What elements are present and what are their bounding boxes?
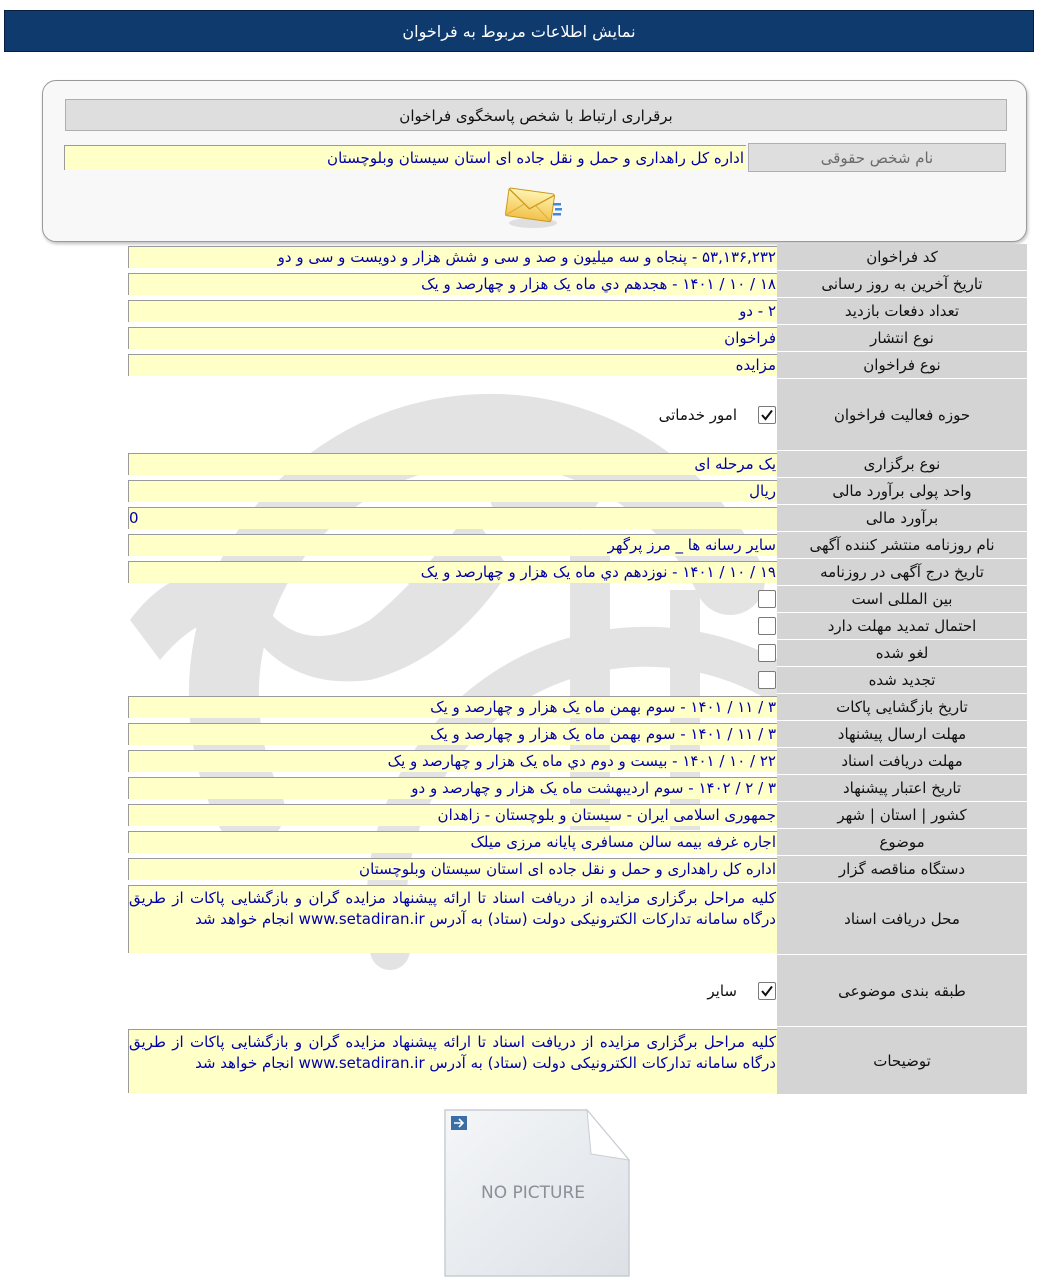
row-ad-date bbox=[128, 559, 1027, 586]
newspaper-label: نام روزنامه منتشر کننده آگهی bbox=[777, 532, 1027, 559]
row-international bbox=[128, 586, 1027, 613]
holding-type-value: یک مرحله ای bbox=[128, 453, 777, 475]
renewed-label: تجدید شده bbox=[777, 667, 1027, 694]
organizer-value: اداره کل راهداری و حمل و نقل جاده ای استان سیستان وبلوچستان bbox=[128, 858, 777, 880]
activity-label: حوزه فعالیت فراخوان bbox=[777, 379, 1027, 451]
doc-deadline-label: مهلت دریافت اسناد bbox=[777, 748, 1027, 775]
subject-value: اجاره غرفه بیمه سالن مسافری پایانه مرزی میلک bbox=[128, 831, 777, 853]
row-doc-deadline bbox=[128, 748, 1027, 775]
row-last-update bbox=[128, 271, 1027, 298]
activity-checkbox[interactable] bbox=[758, 406, 776, 424]
code-label: کد فراخوان bbox=[777, 244, 1027, 271]
doc-place-value: کلیه مراحل برگزاری مزایده از دریافت اسناد تا ارائه پیشنهاد مزایده گران و بازگشایی پاکات از طریق درگاه سامانه تدارکات الکترونیکی دولت (ستاد) به آدرس www.setadiran.ir انجام خواهد شد bbox=[128, 885, 777, 953]
call-type-value: مزایده bbox=[128, 354, 777, 376]
row-description bbox=[128, 1027, 1027, 1095]
publish-type-label: نوع انتشار bbox=[777, 325, 1027, 352]
location-value: جمهوری اسلامی ایران - سیستان و بلوچستان - زاهدان bbox=[128, 804, 777, 826]
currency-label: واحد پولی برآورد مالی bbox=[777, 478, 1027, 505]
activity-option: امور خدماتی bbox=[658, 406, 737, 424]
last-update-label: تاریخ آخرین به روز رسانی bbox=[777, 271, 1027, 298]
category-checkbox[interactable] bbox=[758, 982, 776, 1000]
description-value: کلیه مراحل برگزاری مزایده از دریافت اسناد تا ارائه پیشنهاد مزایده گران و بازگشایی پاکات از طریق درگاه سامانه تدارکات الکترونیکی دولت (ستاد) به آدرس www.setadiran.ir انجام خواهد شد bbox=[128, 1029, 777, 1093]
holding-type-label: نوع برگزاری bbox=[777, 451, 1027, 478]
row-estimate bbox=[128, 505, 1027, 532]
row-category bbox=[128, 955, 1027, 1027]
row-submit-deadline bbox=[128, 721, 1027, 748]
organizer-label: دستگاه مناقصه گزار bbox=[777, 856, 1027, 883]
subject-label: موضوع bbox=[777, 829, 1027, 856]
publish-type-value: فراخوان bbox=[128, 327, 777, 349]
row-holding-type bbox=[128, 451, 1027, 478]
cancelled-label: لغو شده bbox=[777, 640, 1027, 667]
row-visits bbox=[128, 298, 1027, 325]
row-doc-place bbox=[128, 883, 1027, 955]
location-label: کشور | استان | شهر bbox=[777, 802, 1027, 829]
submit-deadline-label: مهلت ارسال پیشنهاد bbox=[777, 721, 1027, 748]
ad-date-value: ۱۹ / ۱۰ / ۱۴۰۱ - نوزدهم دي ماه یک هزار و چهارصد و یک bbox=[128, 561, 777, 583]
renewed-checkbox[interactable] bbox=[758, 671, 776, 689]
legal-person-label: نام شخص حقوقی bbox=[748, 143, 1006, 172]
row-call-type bbox=[128, 352, 1027, 379]
category-option: سایر bbox=[707, 982, 737, 1000]
row-activity bbox=[128, 379, 1027, 451]
visits-value: ۲ - دو bbox=[128, 300, 777, 322]
row-code bbox=[128, 244, 1027, 271]
no-picture-image bbox=[441, 1108, 631, 1280]
contact-panel bbox=[42, 80, 1027, 242]
doc-place-label: محل دریافت اسناد bbox=[777, 883, 1027, 955]
row-organizer bbox=[128, 856, 1027, 883]
extension-label: احتمال تمدید مهلت دارد bbox=[777, 613, 1027, 640]
opening-date-label: تاریخ بازگشایی پاکات bbox=[777, 694, 1027, 721]
validity-date-label: تاریخ اعتبار پیشنهاد bbox=[777, 775, 1027, 802]
description-label: توضیحات bbox=[777, 1027, 1027, 1095]
last-update-value: ۱۸ / ۱۰ / ۱۴۰۱ - هجدهم دي ماه یک هزار و چهارصد و یک bbox=[128, 273, 777, 295]
currency-value: ریال bbox=[128, 480, 777, 502]
row-publish-type bbox=[128, 325, 1027, 352]
call-type-label: نوع فراخوان bbox=[777, 352, 1027, 379]
row-location bbox=[128, 802, 1027, 829]
legal-person-value: اداره کل راهداری و حمل و نقل جاده ای استان سیستان وبلوچستان bbox=[64, 145, 746, 170]
row-subject bbox=[128, 829, 1027, 856]
row-newspaper bbox=[128, 532, 1027, 559]
no-picture-text: NO PICTURE bbox=[480, 1183, 586, 1203]
submit-deadline-value: ۳ / ۱۱ / ۱۴۰۱ - سوم بهمن ماه یک هزار و چهارصد و یک bbox=[128, 723, 777, 745]
international-label: بین المللی است bbox=[777, 586, 1027, 613]
envelope-icon[interactable] bbox=[503, 183, 565, 231]
doc-deadline-value: ۲۲ / ۱۰ / ۱۴۰۱ - بیست و دوم دي ماه یک هزار و چهارصد و یک bbox=[128, 750, 777, 772]
row-renewed bbox=[128, 667, 1027, 694]
ad-date-label: تاریخ درج آگهی در روزنامه bbox=[777, 559, 1027, 586]
estimate-value: 0 bbox=[128, 507, 777, 529]
row-cancelled bbox=[128, 640, 1027, 667]
contact-title: برقراری ارتباط با شخص پاسخگوی فراخوان bbox=[65, 99, 1007, 131]
estimate-label: برآورد مالی bbox=[777, 505, 1027, 532]
category-label: طبقه بندی موضوعی bbox=[777, 955, 1027, 1027]
opening-date-value: ۳ / ۱۱ / ۱۴۰۱ - سوم بهمن ماه یک هزار و چهارصد و یک bbox=[128, 696, 777, 718]
row-opening-date bbox=[128, 694, 1027, 721]
validity-date-value: ۳ / ۲ / ۱۴۰۲ - سوم اردیبهشت ماه یک هزار و چهارصد و دو bbox=[128, 777, 777, 799]
row-validity-date bbox=[128, 775, 1027, 802]
extension-checkbox[interactable] bbox=[758, 617, 776, 635]
code-value: ۵۳,۱۳۶,۲۳۲ - پنجاه و سه میلیون و صد و سی و شش هزار و دویست و سی و دو bbox=[128, 246, 777, 268]
row-currency bbox=[128, 478, 1027, 505]
international-checkbox[interactable] bbox=[758, 590, 776, 608]
row-extension bbox=[128, 613, 1027, 640]
newspaper-value: سایر رسانه ها _ مرز پرگهر bbox=[128, 534, 777, 556]
cancelled-checkbox[interactable] bbox=[758, 644, 776, 662]
page-title: نمایش اطلاعات مربوط به فراخوان bbox=[4, 10, 1034, 52]
visits-label: تعداد دفعات بازدید bbox=[777, 298, 1027, 325]
